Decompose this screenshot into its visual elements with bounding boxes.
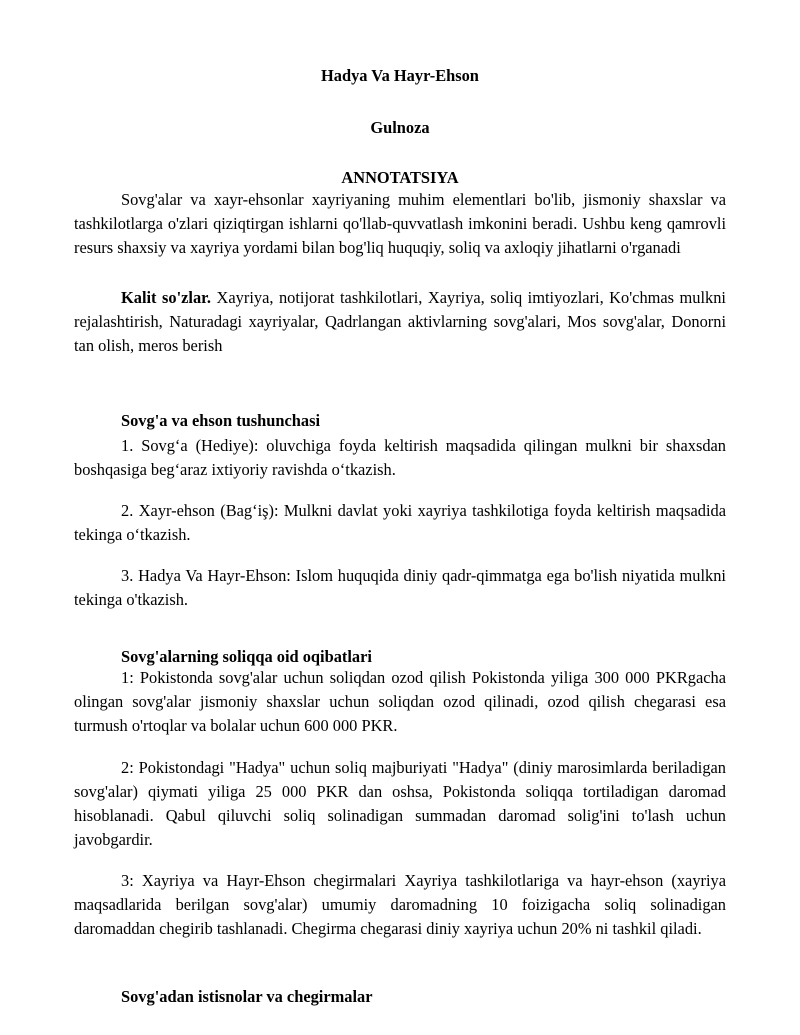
- list-item: 2. Xayr-ehson (Bag‘iş): Mulkni davlat yoki xayriya tashkilotiga foyda keltirish maqsadida tekinga o‘tkazish.: [74, 501, 726, 544]
- list-item: 1. Sovg‘a (Hediye): oluvchiga foyda keltirish maqsadida qilingan mulkni bir shaxsdan boshqasiga beg‘araz ixtiyoriy ravishda o‘tkazish.: [74, 436, 726, 479]
- document-title: Hadya Va Hayr-Ehson: [321, 66, 479, 85]
- author-name: Gulnoza: [370, 118, 430, 137]
- list-item: 2: Pokistondagi "Hadya" uchun soliq majburiyati "Hadya" (diniy marosimlarda beriladigan sovg'alar) qiymati yiliga 25 000 PKR dan oshsa, Pokistonda soliqqa tortiladigan daromad hisoblanadi. Qabul qiluvchi soliq solinadigan summadan daromad solig'ini to'lash uchun javobgardir.: [74, 758, 726, 849]
- abstract-paragraph: Sovg'alar va xayr-ehsonlar xayriyaning muhim elementlari bo'lib, jismoniy shaxslar va tashkilotlarga o'zlari qiziqtirgan ishlarni qo'llab-quvvatlash imkonini beradi. Ushbu keng qamrovli resurs shaxsiy va xayriya yordami bilan bog'liq huquqiy, soliq va axloqiy jihatlarni o'rganadi: [74, 190, 726, 257]
- keywords-paragraph: [74, 286, 726, 358]
- list-item: 1: Pokistonda sovg'alar uchun soliqdan ozod qilish Pokistonda yiliga 300 000 PKRgacha olingan sovg'alar jismoniy shaxslar uchun soliqdan ozod qilinadi, ozod qilish chegarasi esa turmush o'rtoqlar va bolalar uchun 600 000 PKR.: [74, 668, 726, 735]
- section-heading-tax-consequences: Sovg'alarning soliqqa oid oqibatlari: [121, 647, 372, 666]
- keywords-text: Xayriya, notijorat tashkilotlari, Xayriya, soliq imtiyozlari, Ko'chmas mulkni rejalashtirish, Naturadagi xayriyalar, Qadrlangan aktivlarning sovg'alari, Mos sovg'alar, Donorni tan olish, meros berish: [74, 288, 726, 355]
- section-heading-exemptions: Sovg'adan istisnolar va chegirmalar: [121, 987, 373, 1006]
- section-heading-gift-concept: Sovg'a va ehson tushunchasi: [121, 411, 321, 430]
- keywords-label: Kalit so'zlar.: [121, 288, 212, 307]
- abstract-heading: ANNOTATSIYA: [341, 168, 459, 187]
- list-item: 3. Hadya Va Hayr-Ehson: Islom huquqida diniy qadr-qimmatga ega bo'lish niyatida mulkni tekinga o'tkazish.: [74, 566, 726, 609]
- list-item: 3: Xayriya va Hayr-Ehson chegirmalari Xayriya tashkilotlariga va hayr-ehson (xayriya maqsadlarida berilgan sovg'alar) umumiy daromadning 10 foizigacha soliq solinadigan daromaddan chegirib tashlanadi. Chegirma chegarasi diniy xayriya uchun 20% ni tashkil qiladi.: [74, 871, 726, 938]
